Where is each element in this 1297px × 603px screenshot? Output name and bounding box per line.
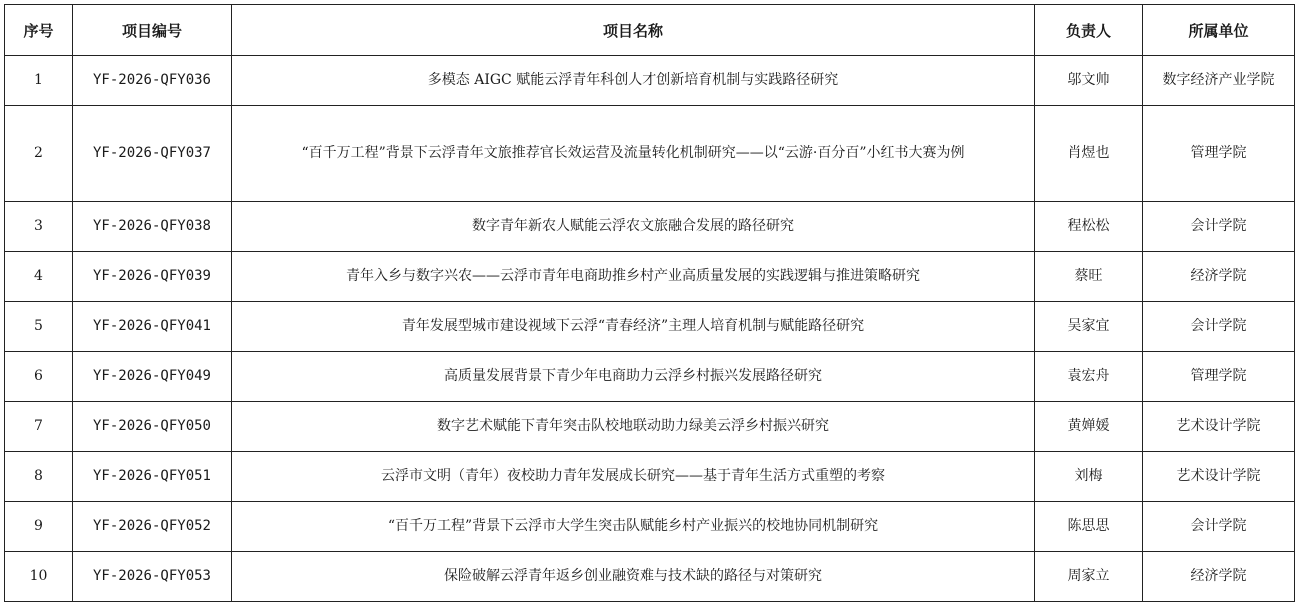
table-row <box>5 56 1295 106</box>
cell-unit: 经济学院 <box>1143 552 1295 602</box>
cell-unit: 会计学院 <box>1143 502 1295 552</box>
table-row <box>5 302 1295 352</box>
cell-unit: 会计学院 <box>1143 302 1295 352</box>
cell-leader: 周家立 <box>1035 552 1143 602</box>
cell-project-name: 数字青年新农人赋能云浮农文旅融合发展的路径研究 <box>232 202 1035 252</box>
header-leader: 负责人 <box>1035 5 1143 56</box>
cell-project-name: 高质量发展背景下青少年电商助力云浮乡村振兴发展路径研究 <box>232 352 1035 402</box>
cell-leader: 陈思思 <box>1035 502 1143 552</box>
cell-unit: 会计学院 <box>1143 202 1295 252</box>
cell-serial: 1 <box>5 56 73 106</box>
cell-project-name: 多模态 AIGC 赋能云浮青年科创人才创新培育机制与实践路径研究 <box>232 56 1035 106</box>
table-body <box>5 56 1295 602</box>
cell-serial: 7 <box>5 402 73 452</box>
table-row <box>5 352 1295 402</box>
cell-leader: 肖煜也 <box>1035 106 1143 202</box>
table-row <box>5 452 1295 502</box>
cell-serial: 9 <box>5 502 73 552</box>
cell-unit: 数字经济产业学院 <box>1143 56 1295 106</box>
cell-project-name: 保险破解云浮青年返乡创业融资难与技术缺的路径与对策研究 <box>232 552 1035 602</box>
table-header <box>5 5 1295 56</box>
cell-project-code: YF-2026-QFY049 <box>73 352 232 402</box>
cell-project-name: 青年发展型城市建设视域下云浮“青春经济”主理人培育机制与赋能路径研究 <box>232 302 1035 352</box>
cell-project-code: YF-2026-QFY052 <box>73 502 232 552</box>
cell-project-name: “百千万工程”背景下云浮青年文旅推荐官长效运营及流量转化机制研究——以“云游·百分百”小红书大赛为例 <box>232 106 1035 202</box>
header-project-code: 项目编号 <box>73 5 232 56</box>
cell-unit: 艺术设计学院 <box>1143 402 1295 452</box>
cell-project-code: YF-2026-QFY037 <box>73 106 232 202</box>
cell-project-code: YF-2026-QFY053 <box>73 552 232 602</box>
header-row <box>5 5 1295 56</box>
table-row <box>5 402 1295 452</box>
cell-project-code: YF-2026-QFY050 <box>73 402 232 452</box>
cell-project-code: YF-2026-QFY038 <box>73 202 232 252</box>
cell-project-name: 青年入乡与数字兴农——云浮市青年电商助推乡村产业高质量发展的实践逻辑与推进策略研究 <box>232 252 1035 302</box>
cell-leader: 刘梅 <box>1035 452 1143 502</box>
table-row <box>5 552 1295 602</box>
cell-unit: 管理学院 <box>1143 352 1295 402</box>
cell-leader: 吴家宜 <box>1035 302 1143 352</box>
table-row <box>5 502 1295 552</box>
cell-serial: 10 <box>5 552 73 602</box>
cell-leader: 邬文帅 <box>1035 56 1143 106</box>
cell-unit: 经济学院 <box>1143 252 1295 302</box>
cell-leader: 黄婵媛 <box>1035 402 1143 452</box>
header-unit: 所属单位 <box>1143 5 1295 56</box>
cell-project-code: YF-2026-QFY051 <box>73 452 232 502</box>
cell-unit: 管理学院 <box>1143 106 1295 202</box>
table-row <box>5 252 1295 302</box>
cell-serial: 8 <box>5 452 73 502</box>
table-row <box>5 106 1295 202</box>
cell-leader: 袁宏舟 <box>1035 352 1143 402</box>
cell-leader: 蔡旺 <box>1035 252 1143 302</box>
cell-project-code: YF-2026-QFY041 <box>73 302 232 352</box>
cell-project-name: 云浮市文明（青年）夜校助力青年发展成长研究——基于青年生活方式重塑的考察 <box>232 452 1035 502</box>
header-serial: 序号 <box>5 5 73 56</box>
cell-serial: 4 <box>5 252 73 302</box>
cell-unit: 艺术设计学院 <box>1143 452 1295 502</box>
header-project-name: 项目名称 <box>232 5 1035 56</box>
project-table <box>4 4 1295 602</box>
cell-serial: 3 <box>5 202 73 252</box>
table-row <box>5 202 1295 252</box>
cell-project-name: 数字艺术赋能下青年突击队校地联动助力绿美云浮乡村振兴研究 <box>232 402 1035 452</box>
cell-project-code: YF-2026-QFY039 <box>73 252 232 302</box>
cell-serial: 5 <box>5 302 73 352</box>
cell-leader: 程松松 <box>1035 202 1143 252</box>
cell-serial: 2 <box>5 106 73 202</box>
cell-project-code: YF-2026-QFY036 <box>73 56 232 106</box>
cell-project-name: “百千万工程”背景下云浮市大学生突击队赋能乡村产业振兴的校地协同机制研究 <box>232 502 1035 552</box>
cell-serial: 6 <box>5 352 73 402</box>
